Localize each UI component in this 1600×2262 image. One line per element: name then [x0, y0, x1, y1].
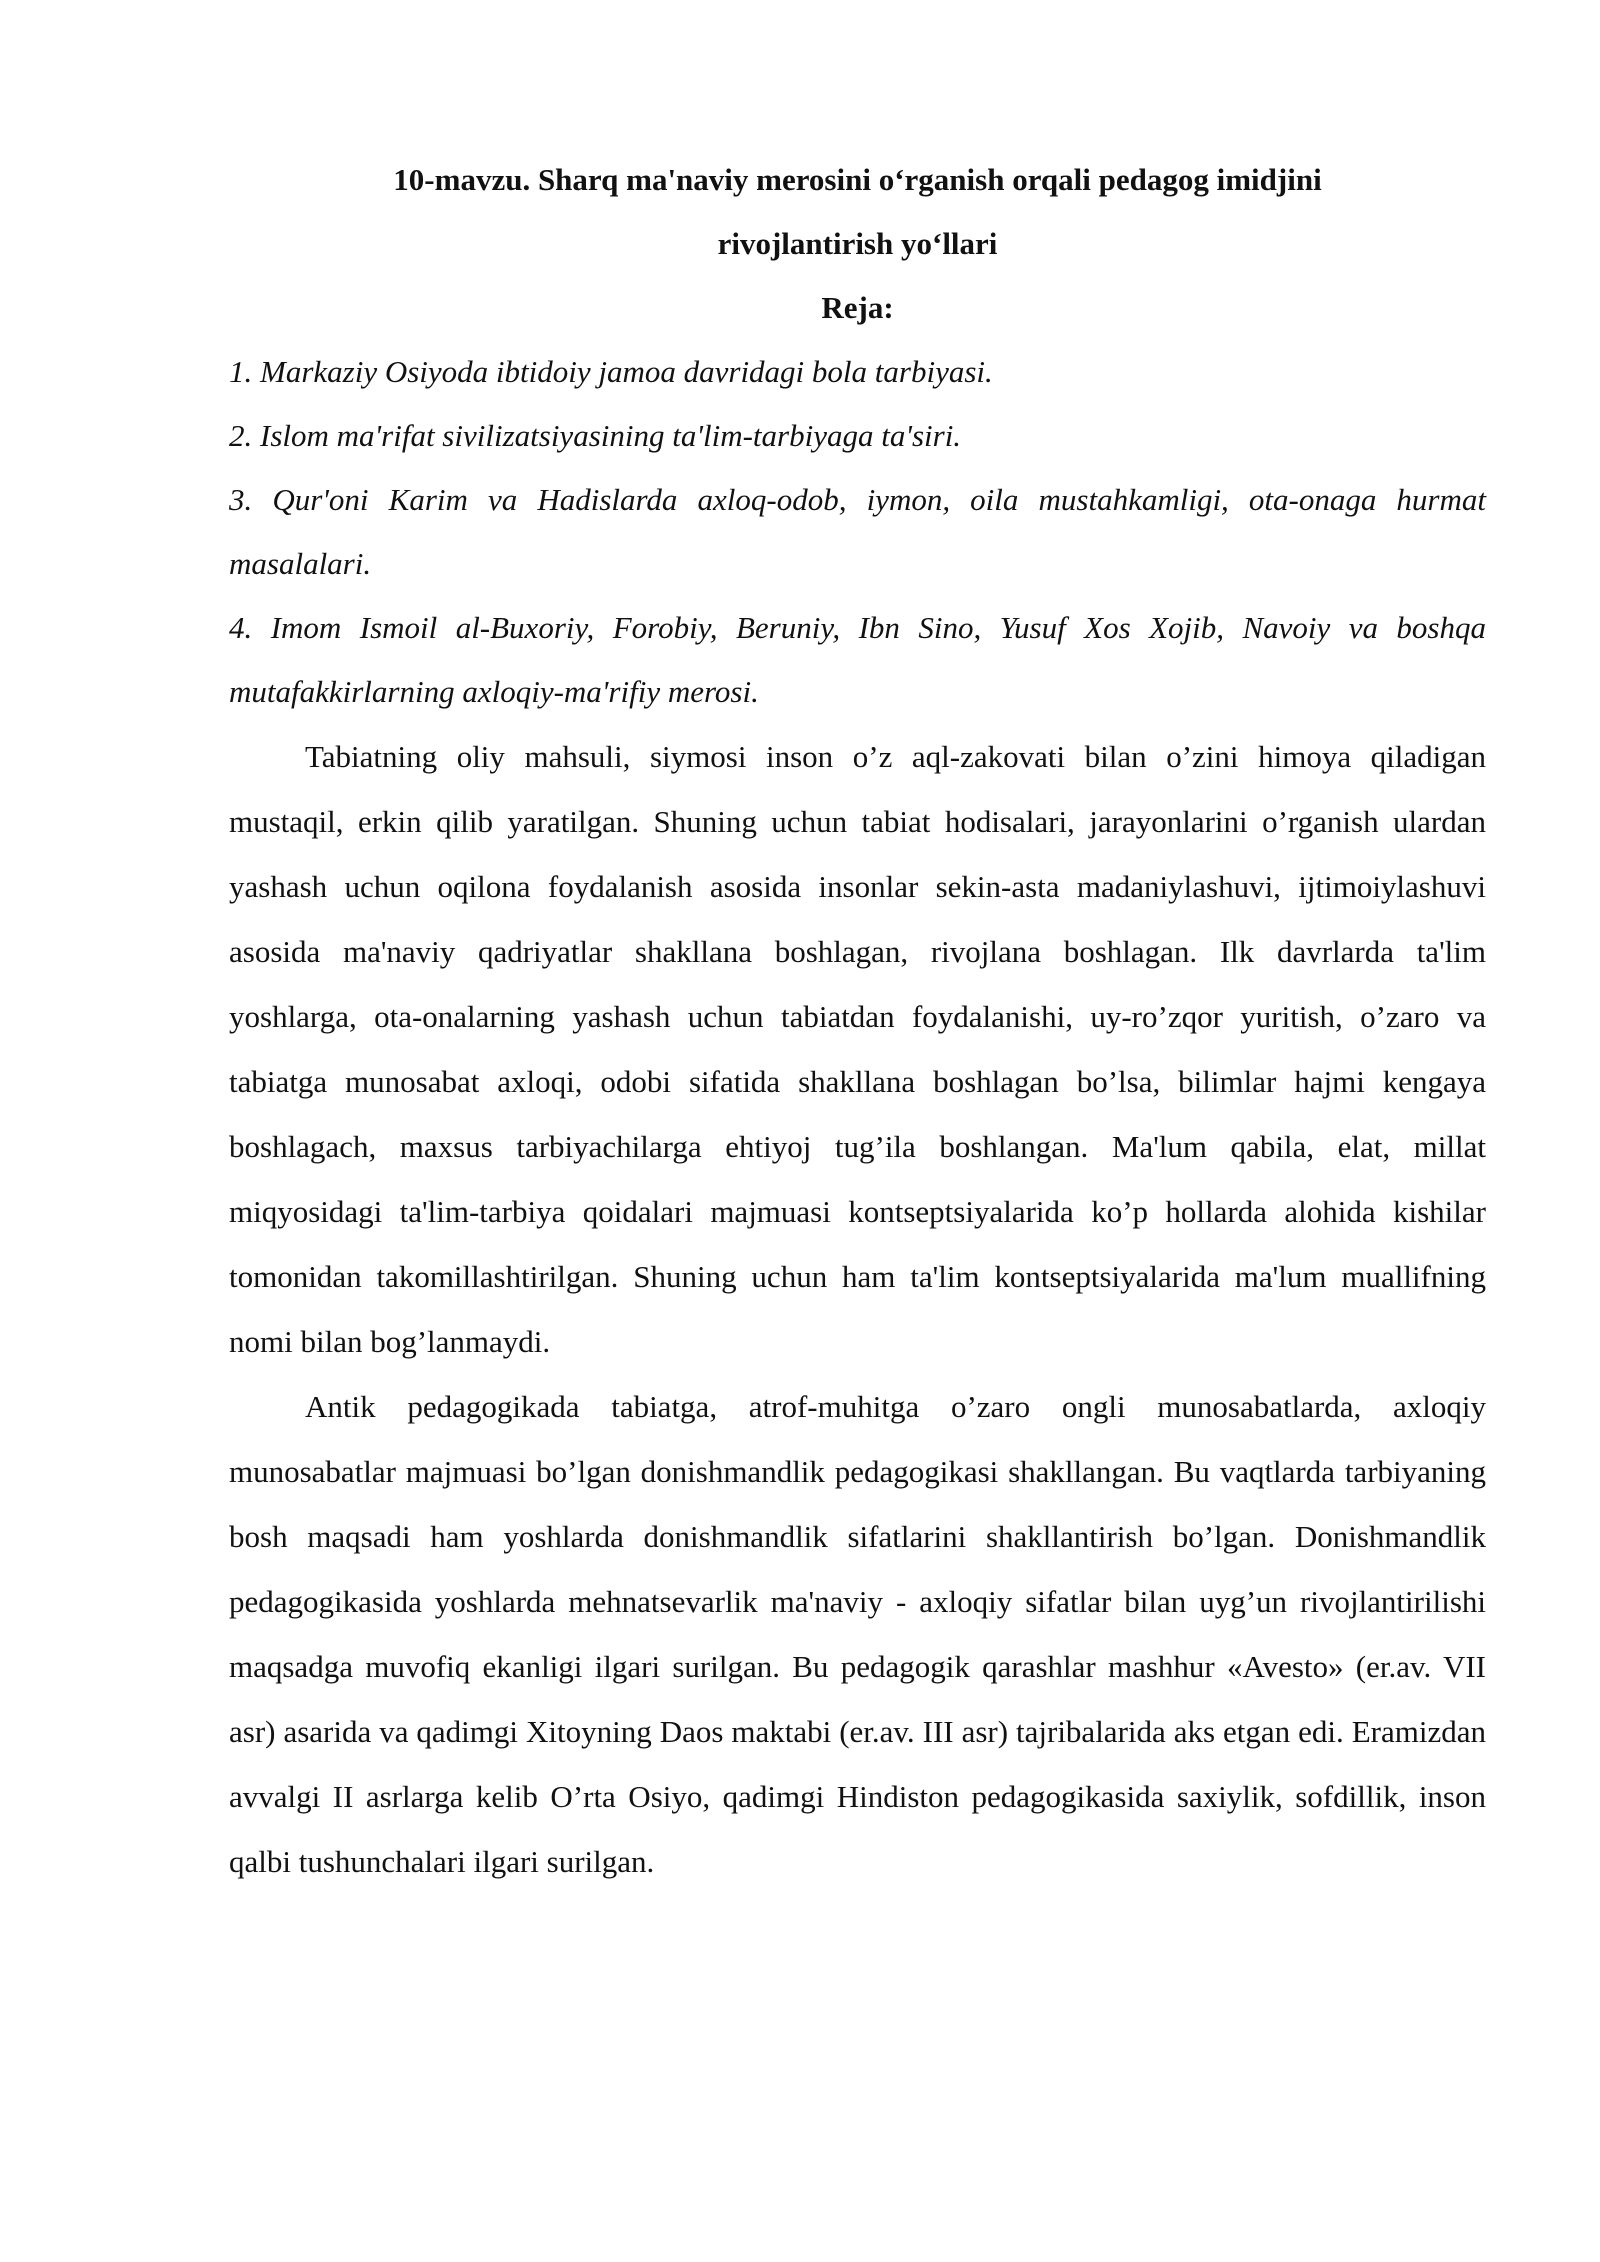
plan-heading: Reja:: [821, 290, 894, 325]
plan-item: 4. Imom Ismoil al-Buxoriy, Forobiy, Beruniy, Ibn Sino, Yusuf Xos Xojib, Navoiy va boshqa mutafakkirlarning axloqiy-ma'rifiy merosi.: [229, 610, 1486, 709]
body-paragraph: Tabiatning oliy mahsuli, siymosi inson o’z aql-zakovati bilan o’zini himoya qiladigan mustaqil, erkin qilib yaratilgan. Shuning uchun tabiat hodisalari, jarayonlarini o’rganish ulardan yashash uchun oqilona foydalanish asosida insonlar sekin-asta madaniylashuvi, ijtimoiylashuvi asosida ma'naviy qadriyatlar shakllana boshlagan, rivojlana boshlagan. Ilk davrlarda ta'lim yoshlarga, ota-onalarning yashash uchun tabiatdan foydalanishi, uy-ro’zqor yuritish, o’zaro va tabiatga munosabat axloqi, odobi sifatida shakllana boshlagan bo’lsa, bilimlar hajmi kengaya boshlagach, maxsus tarbiyachilarga ehtiyoj tug’ila boshlangan. Ma'lum qabila, elat, millat miqyosidagi ta'lim-tarbiya qoidalari majmuasi kontseptsiyalarida ko’p hollarda alohida kishilar tomonidan takomillashtirilgan. Shuning uchun ham ta'lim kontseptsiyalarida ma'lum muallifning nomi bilan bog’lanmaydi.: [229, 739, 1486, 1359]
body-paragraph: Antik pedagogikada tabiatga, atrof-muhitga o’zaro ongli munosabatlarda, axloqiy munosabatlar majmuasi bo’lgan donishmandlik pedagogikasi shakllangan. Bu vaqtlarda tarbiyaning bosh maqsadi ham yoshlarda donishmandlik sifatlarini shakllantirish bo’lgan. Donishmandlik pedagogikasida yoshlarda mehnatsevarlik ma'naviy - axloqiy sifatlar bilan uyg’un rivojlantirilishi maqsadga muvofiq ekanligi ilgari surilgan. Bu pedagogik qarashlar mashhur «Avesto» (er.av. VII asr) asarida va qadimgi Xitoyning Daos maktabi (er.av. III asr) tajribalarida aks etgan edi. Eramizdan avvalgi II asrlarga kelib O’rta Osiyo, qadimgi Hindiston pedagogikasida saxiylik, sofdillik, inson qalbi tushunchalari ilgari surilgan.: [229, 1389, 1486, 1879]
plan-item: 1. Markaziy Osiyoda ibtidoiy jamoa davridagi bola tarbiyasi.: [229, 354, 993, 389]
document-title: [229, 148, 1486, 276]
plan-item: 2. Islom ma'rifat sivilizatsiyasining ta'lim-tarbiyaga ta'siri.: [229, 418, 962, 453]
title-line-2: rivojlantirish yo‘llari: [717, 226, 998, 261]
document-page: [229, 148, 1486, 1894]
title-line-1: 10-mavzu. Sharq ma'naviy merosini o‘rganish orqali pedagog imidjini: [393, 162, 1322, 197]
plan-list: [229, 340, 1486, 724]
plan-item: 3. Qur'oni Karim va Hadislarda axloq-odob, iymon, oila mustahkamligi, ota-onaga hurmat masalalari.: [229, 482, 1486, 581]
